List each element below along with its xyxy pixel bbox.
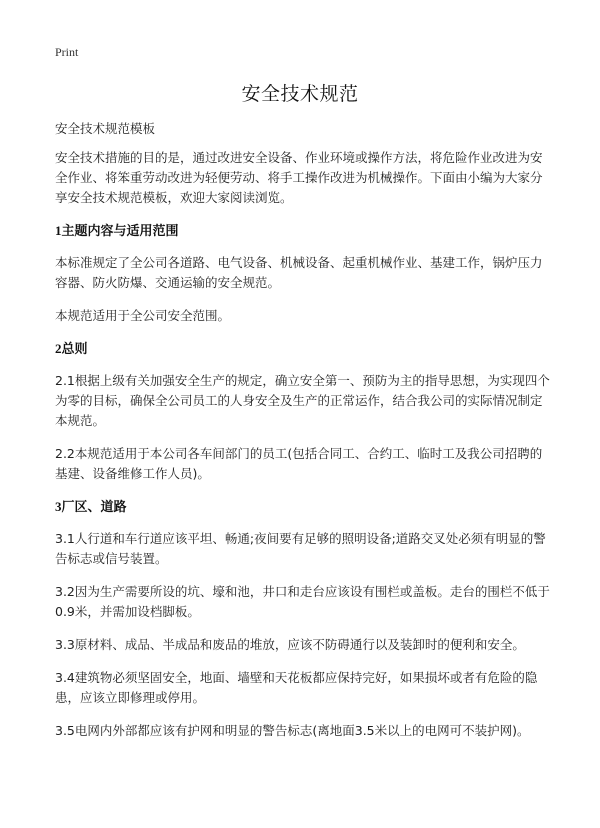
section-paragraph: 3.3原材料、成品、半成品和废品的堆放，应该不防碍通行以及装卸时的便利和安全。 xyxy=(55,637,525,652)
section-paragraph: 本规范适用于全公司安全范围。 xyxy=(55,308,231,323)
print-link[interactable]: Print xyxy=(55,45,79,59)
section-paragraph: 3.1人行道和车行道应该平坦、畅通;夜间要有足够的照明设备;道路交叉处必须有明显的警告标志或信号装置。 xyxy=(55,531,546,566)
section-paragraph: 本标准规定了全公司各道路、电气设备、机械设备、起重机械作业、基建工作，锅炉压力容器、防火防爆、交通运输的安全规范。 xyxy=(55,255,543,290)
page-title: 安全技术规范 xyxy=(241,83,359,105)
section-paragraph: 3.4建筑物必须坚固安全，地面、墙壁和天花板都应保持完好，如果损坏或者有危险的隐患，应该立即修理或停用。 xyxy=(55,670,538,705)
document-body xyxy=(55,119,551,754)
section-heading: 3厂区、道路 xyxy=(55,499,127,514)
section-heading: 2总则 xyxy=(55,341,88,356)
section-heading: 1主题内容与适用范围 xyxy=(55,223,179,238)
section-paragraph: 2.1根据上级有关加强安全生产的规定，确立安全第一、预防为主的指导思想，为实现四个为零的目标，确保全公司员工的人身安全及生产的正常运作，结合我公司的实际情况制定本规范。 xyxy=(55,373,550,428)
intro-paragraph: 安全技术措施的目的是，通过改进安全设备、作业环境或操作方法，将危险作业改进为安全作业、将笨重劳动改进为轻便劳动、将手工操作改进为机械操作。下面由小编为大家分享安全技术规范模板，欢迎大家阅读浏览。 xyxy=(55,150,543,205)
section-paragraph: 3.2因为生产需要所设的坑、壕和池，井口和走台应该设有围栏或盖板。走台的围栏不低于0.9米，并需加设档脚板。 xyxy=(55,584,550,619)
section-paragraph: 3.5电网内外部都应该有护网和明显的警告标志(离地面3.5米以上的电网可不装护网)。 xyxy=(55,723,530,738)
document-subtitle: 安全技术规范模板 xyxy=(55,121,156,136)
section-paragraph: 2.2本规范适用于本公司各车间部门的员工(包括合同工、合约工、临时工及我公司招聘的基建、设备维修工作人员)。 xyxy=(55,446,543,481)
